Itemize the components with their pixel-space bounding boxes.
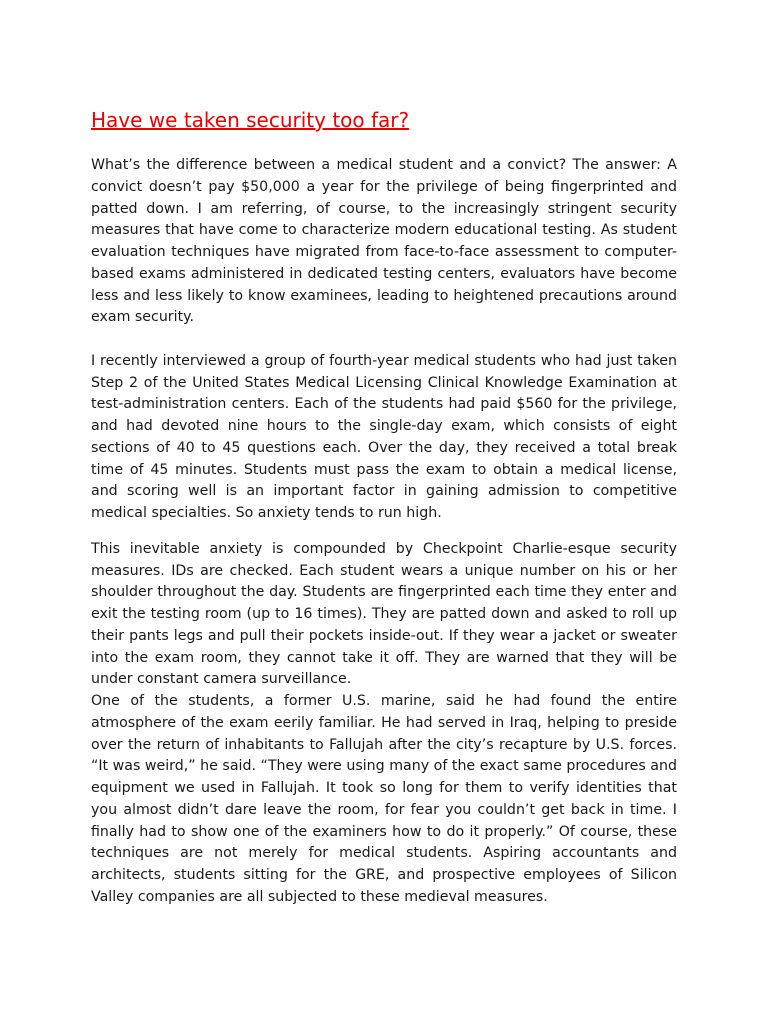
paragraph-1: What’s the difference between a medical student and a convict? The answer: A convict doesn’t pay $50,000 a year for the privilege of being fingerprinted and patted down. I am referring, of course, to the increasingly stringent security measures that have come to characterize modern educational testing. As student evaluation techniques have migrated from face-to-face assessment to computer-based exams administered in dedicated testing centers, evaluators have become less and less likely to know examinees, leading to heightened precautions around exam security. — [91, 157, 677, 326]
paragraph-3: This inevitable anxiety is compounded by Checkpoint Charlie-esque security measures. IDs are checked. Each student wears a unique number on his or her shoulder throughout the day. Students are fingerprinted each time they enter and exit the testing room (up to 16 times). They are patted down and asked to roll up their pants legs and pull their pockets inside-out. If they wear a jacket or sweater into the exam room, they cannot take it off. They are warned that they will be under constant camera surveillance. — [91, 540, 677, 688]
document-page — [91, 106, 677, 909]
paragraph-2: I recently interviewed a group of fourth-year medical students who had just taken Step 2 of the United States Medical Licensing Clinical Knowledge Examination at test-administration centers. Each of the students had paid $560 for the privilege, and had devoted nine hours to the single-day exam, which consists of eight sections of 40 to 45 questions each. Over the day, they received a total break time of 45 minutes. Students must pass the exam to obtain a medical license, and scoring well is an important factor in gaining admission to competitive medical specialties. So anxiety tends to run high. — [91, 352, 677, 521]
document-title: Have we taken security too far? — [91, 108, 410, 132]
paragraph-4: One of the students, a former U.S. marine, said he had found the entire atmosphere of the exam eerily familiar. He had served in Iraq, helping to preside over the return of inhabitants to Fallujah after the city’s recapture by U.S. forces. “It was weird,” he said. “They were using many of the exact same procedures and equipment we used in Fallujah. It took so long for them to verify identities that you almost didn’t dare leave the room, for fear you couldn’t get back in time. I finally had to show one of the examiners how to do it properly.” Of course, these techniques are not merely for medical students. Aspiring accountants and architects, students sitting for the GRE, and prospective employees of Silicon Valley companies are all subjected to these medieval measures. — [91, 693, 677, 905]
